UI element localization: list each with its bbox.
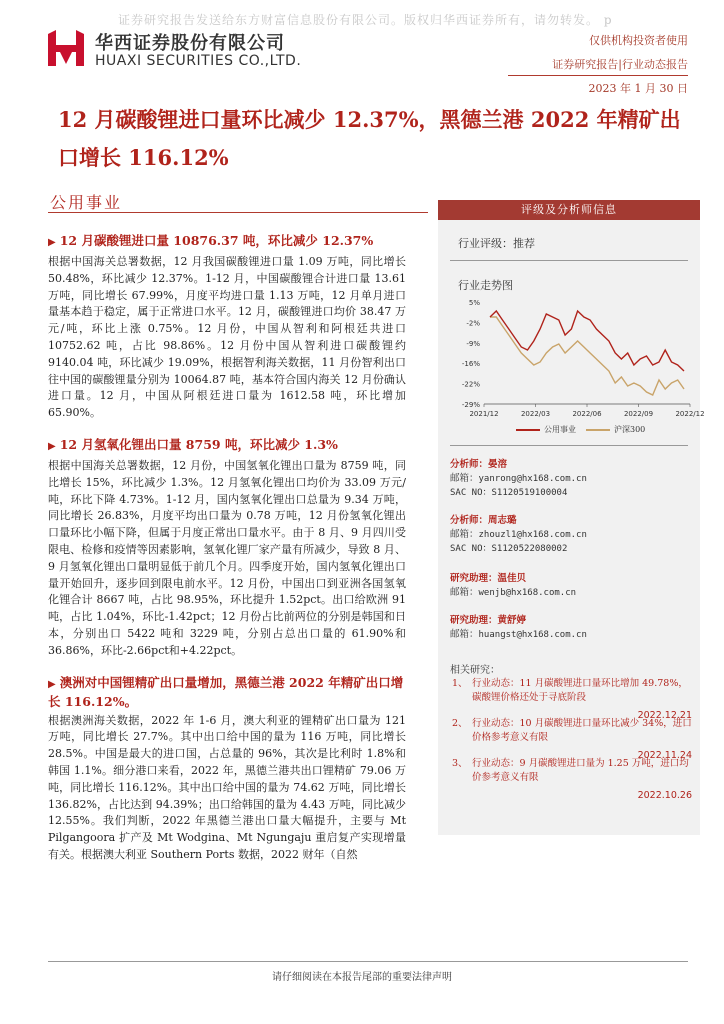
series-line-utilities — [490, 311, 684, 371]
company-name-cn: 华西证券股份有限公司 — [95, 33, 285, 54]
highlight-text: 根据中国海关总署数据，12 月份，中国氢氧化锂出口量为 8759 吨，同比增长 15%，环比减少 1.3%。12 月氢氧化锂出口均价为 33.09 万元/吨，环比下降 4.73%。1-12 月，国内氢氧化锂出口总量为 9.34 万吨，同比增长 26.83%，月度平均出口量为 0.78 万吨，12 月份氢氧化锂出口量环比小幅下降，但属于月度正常出口量水平。由于 8 月、9 月四川受限电、检修和疫情等因素影响，氢氧化锂厂家产量有所减少，导致 8 月、9 月氢氧化锂出口量明显低于前几个月。四季度开始，国内氢氧化锂出口量开始回升，逐步回到限电前水平。12 月份，中国出口到亚洲各国氢氧化锂合计 8667 吨，占比 98.95%，环比提升 1.52pct。出口给欧洲 91 吨，占比 1.04%，环比-1.42pct；12 月份占比前两位的分别是韩国和日本，分别出口 5422 吨和 3229 吨，分别占总出口量的 61.90%和 36.86%，环比-2.66pct和+4.22pct。 — [48, 458, 406, 657]
y-tick-label: -2% — [466, 319, 480, 328]
legend-item-csi300: 沪深300 — [586, 424, 645, 435]
series-line-csi300 — [490, 317, 684, 395]
watermark: 证券研究报告发送给东方财富信息股份有限公司。版权归华西证券所有，请勿转发。 p — [118, 13, 613, 27]
related-research-item[interactable]: 3、 行业动态：9 月碳酸锂进口量为 1.25 万吨，进口均价参考意义有限 2022.10.26 — [452, 758, 692, 801]
y-tick-label: 5% — [468, 299, 480, 307]
sidebar-divider — [450, 445, 688, 446]
report-title: 12 月碳酸锂进口量环比减少 12.37%，黑德兰港 2022 年精矿出口增长 116.12% — [58, 107, 681, 170]
y-tick-label: -16% — [461, 360, 480, 369]
sidebar-divider — [450, 260, 688, 261]
section-divider — [48, 212, 428, 213]
analyst-card: 研究助理：黄舒婷 邮箱：huangst@hx168.com.cn — [450, 615, 587, 640]
report-type: 证券研究报告|行业动态报告 — [552, 58, 688, 71]
related-research-item[interactable]: 2、 行业动态：10 月碳酸锂进口量环比减少 34%，进口价格参考意义有限 2022.11.24 — [452, 718, 692, 761]
report-body — [48, 232, 406, 878]
analyst-email[interactable]: zhouzl1@hx168.com.cn — [478, 530, 587, 540]
analyst-email[interactable]: wenjb@hx168.com.cn — [478, 588, 577, 598]
analyst-email[interactable]: huangst@hx168.com.cn — [478, 630, 587, 640]
legend-swatch — [516, 429, 540, 431]
legal-notice: 请仔细阅读在本报告尾部的重要法律声明 — [272, 972, 452, 983]
section-title: 公用事业 — [50, 193, 123, 212]
legend-item-utilities: 公用事业 — [516, 424, 576, 435]
x-tick-label: 2022/06 — [572, 410, 602, 418]
company-logo-icon — [48, 30, 84, 66]
company-name-en: HUAXI SECURITIES CO.,LTD. — [95, 53, 302, 69]
highlight-heading: ▶ 12 月碳酸锂进口量 10876.37 吨，环比减少 12.37% — [48, 232, 406, 251]
footer-divider — [48, 961, 688, 962]
analyst-card: 分析师：晏溶 邮箱：yanrong@hx168.com.cn SAC NO：S1120519100004 — [450, 459, 587, 498]
triangle-bullet-icon: ▶ — [48, 678, 56, 690]
y-tick-label: -22% — [461, 380, 480, 389]
analyst-card: 研究助理：温佳贝 邮箱：wenjb@hx168.com.cn — [450, 573, 577, 598]
report-date: 2023 年 1 月 30 日 — [588, 82, 688, 95]
related-research-item[interactable]: 1、 行业动态：11 月碳酸锂进口量环比增加 49.78%，碳酸锂价格还处于寻底阶段 2022.12.21 — [452, 678, 692, 721]
analyst-email[interactable]: yanrong@hx168.com.cn — [478, 474, 587, 484]
x-tick-label: 2022/09 — [623, 410, 654, 418]
industry-trend-chart — [438, 292, 705, 422]
triangle-bullet-icon: ▶ — [48, 237, 56, 248]
y-tick-label: -9% — [466, 339, 480, 348]
legend-swatch — [586, 429, 610, 431]
analyst-sidebar — [438, 200, 705, 835]
audience-note: 仅供机构投资者使用 — [589, 34, 688, 47]
analyst-card: 分析师：周志璐 邮箱：zhouzl1@hx168.com.cn SAC NO：S1120522080002 — [450, 515, 587, 554]
industry-rating: 行业评级：推荐 — [458, 237, 535, 250]
header-divider — [508, 75, 688, 76]
y-tick-label: -29% — [461, 401, 480, 409]
highlight-text: 根据中国海关总署数据，12 月我国碳酸锂进口量 1.09 万吨，同比增长 50.48%，环比减少 12.37%。1-12 月，中国碳酸锂合计进口量 13.61 万吨，同比增长 67.99%，月度平均进口量 1.13 万吨，12 月单月进口量基本趋于稳定，属于正常进口水平。12 月，碳酸锂进口均价 38.47 万元/吨，环比上涨 0.75%。12 月份，中国从智利和阿根廷共进口 10752.62 吨，占比 98.86%。12 月份中国从智利进口碳酸锂约 9140.04 吨，环比减少 19.09%，根据智利海关数据，11 月份智利出口往中国的碳酸锂量分别为 10064.87 吨，基本符合国内海关 12 月份确认进口量。12 月，中国从阿根廷进口量为 1612.58 吨，环比增加 65.90%。 — [48, 255, 406, 420]
highlight-heading: ▶ 12 月氢氧化锂出口量 8759 吨，环比减少 1.3% — [48, 436, 406, 455]
chart-title: 行业走势图 — [458, 279, 513, 292]
highlight-text: 根据澳洲海关数据，2022 年 1-6 月，澳大利亚的锂精矿出口量为 121 万吨，同比增长 27.7%。其中出口给中国的量为 116 万吨，同比增长 28.5%。中国是最大的进口国，占总量的 96%，其次是比利时 1.8%和韩国 1.1%。细分港口来看，2022 年，黑德兰港共出口锂精矿 79.06 万吨，同比增长 116.12%。其中出口给中国的量为 74.62 万吨，同比增长 136.82%，占比达到 94.39%；出口给韩国的量为 4.43 万吨，同比减少 12.55%。我们判断，2022 年黑德兰港出口量大幅提升，主要与 Mt Pilgangoora 扩产及 Mt Wodgina、Mt Ngungaju 重启复产实现增量有关。根据澳大利亚 Southern Ports 数据，2022 财年（自然 — [48, 713, 406, 861]
highlight-heading: ▶ 澳洲对中国锂精矿出口量增加，黑德兰港 2022 年精矿出口增长 116.12%。 — [48, 674, 404, 709]
x-tick-label: 2022/03 — [520, 410, 551, 418]
related-research-heading: 相关研究： — [450, 665, 500, 676]
sidebar-header: 评级及分析师信息 — [438, 200, 700, 220]
x-tick-label: 2021/12 — [469, 410, 499, 418]
triangle-bullet-icon: ▶ — [48, 440, 56, 452]
x-tick-label: 2022/12 — [675, 410, 705, 418]
